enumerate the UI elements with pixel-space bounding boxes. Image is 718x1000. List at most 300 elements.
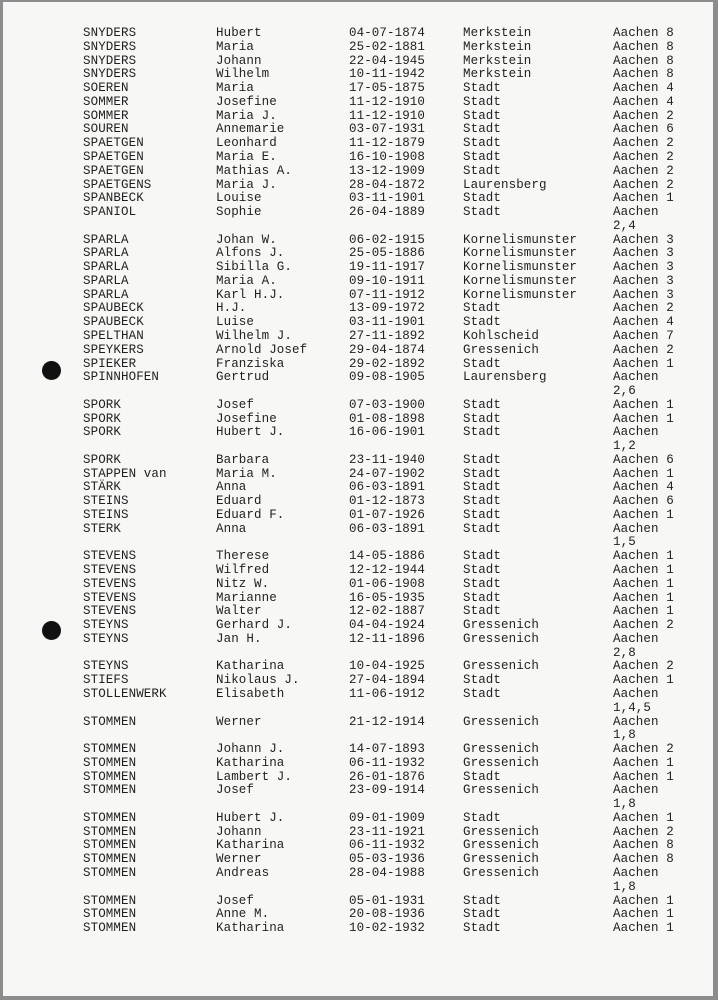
given-name-cell: Sophie bbox=[216, 205, 262, 219]
record-row bbox=[3, 631, 713, 660]
given-name-cell: Gertrud bbox=[216, 370, 270, 385]
place-cell: Gressenich bbox=[463, 742, 540, 756]
reference-cell: Aachen 6 bbox=[613, 494, 674, 509]
place-cell: Kornelismunster bbox=[463, 260, 578, 275]
birth-date-cell: 14-07-1893 bbox=[349, 742, 426, 756]
given-name-cell: Katharina bbox=[216, 755, 285, 770]
given-name-cell: Maria J. bbox=[216, 108, 277, 123]
record-row bbox=[3, 95, 713, 109]
place-cell: Kohlscheid bbox=[463, 328, 540, 343]
record-row bbox=[3, 563, 713, 577]
reference-cell: Aachen bbox=[613, 205, 659, 219]
birth-date-cell: 25-05-1886 bbox=[349, 246, 426, 261]
birth-date-cell: 12-02-1887 bbox=[349, 604, 426, 619]
record-row bbox=[3, 480, 713, 494]
birth-date-cell: 26-01-1876 bbox=[349, 769, 426, 784]
birth-date-cell: 16-06-1901 bbox=[349, 425, 426, 440]
birth-date-cell: 24-07-1902 bbox=[349, 466, 426, 481]
reference-cell: Aachen 4 bbox=[613, 81, 674, 96]
given-name-cell: Nitz W. bbox=[216, 576, 270, 591]
place-cell: Stadt bbox=[463, 769, 502, 784]
place-cell: Stadt bbox=[463, 494, 502, 509]
place-cell: Merkstein bbox=[463, 26, 532, 40]
reference-cell: Aachen 1 bbox=[613, 590, 674, 605]
surname-cell: SNYDERS bbox=[83, 26, 137, 40]
place-cell: Stadt bbox=[463, 315, 502, 330]
given-name-cell: H.J. bbox=[216, 301, 247, 316]
surname-cell: STERK bbox=[83, 521, 122, 536]
reference-cell: Aachen 2 bbox=[613, 163, 674, 178]
place-cell: Laurensberg bbox=[463, 177, 547, 192]
reference-continuation-cell: 2,4 bbox=[613, 218, 636, 233]
reference-cell: Aachen bbox=[613, 714, 659, 729]
reference-cell: Aachen 1 bbox=[613, 549, 674, 564]
surname-cell: STOMMEN bbox=[83, 921, 137, 935]
record-row bbox=[3, 288, 713, 302]
surname-cell: STOMMEN bbox=[83, 907, 137, 922]
record-row bbox=[3, 329, 713, 343]
surname-cell: SPEYKERS bbox=[83, 342, 144, 357]
place-cell: Stadt bbox=[463, 425, 502, 440]
place-cell: Stadt bbox=[463, 907, 502, 922]
place-cell: Stadt bbox=[463, 604, 502, 619]
birth-date-cell: 05-03-1936 bbox=[349, 852, 426, 867]
surname-cell: STEYNS bbox=[83, 631, 129, 646]
given-name-cell: Marianne bbox=[216, 590, 277, 605]
reference-cell: Aachen 1 bbox=[613, 921, 674, 935]
place-cell: Merkstein bbox=[463, 39, 532, 54]
place-cell: Stadt bbox=[463, 136, 502, 151]
given-name-cell: Maria bbox=[216, 81, 255, 96]
reference-cell: Aachen 2 bbox=[613, 108, 674, 123]
surname-cell: SPARLA bbox=[83, 232, 129, 247]
birth-date-cell: 09-08-1905 bbox=[349, 370, 426, 385]
birth-date-cell: 03-11-1901 bbox=[349, 191, 426, 206]
surname-cell: SPAETGEN bbox=[83, 136, 144, 151]
reference-cell: Aachen 4 bbox=[613, 94, 674, 109]
reference-cell: Aachen bbox=[613, 370, 659, 385]
reference-continuation-cell: 1,4,5 bbox=[613, 700, 652, 715]
reference-cell: Aachen 2 bbox=[613, 136, 674, 151]
surname-cell: STEVENS bbox=[83, 549, 137, 564]
reference-cell: Aachen 2 bbox=[613, 659, 674, 674]
record-row bbox=[3, 825, 713, 839]
place-cell: Kornelismunster bbox=[463, 273, 578, 288]
given-name-cell: Jan H. bbox=[216, 631, 262, 646]
surname-cell: STOMMEN bbox=[83, 783, 137, 798]
place-cell: Stadt bbox=[463, 452, 502, 467]
given-name-cell: Alfons J. bbox=[216, 246, 285, 261]
surname-cell: STOMMEN bbox=[83, 852, 137, 867]
reference-cell: Aachen 8 bbox=[613, 852, 674, 867]
record-row bbox=[3, 178, 713, 192]
record-row bbox=[3, 191, 713, 205]
reference-cell: Aachen 1 bbox=[613, 356, 674, 371]
record-row bbox=[3, 549, 713, 563]
surname-cell: SPORK bbox=[83, 425, 122, 440]
reference-cell: Aachen 4 bbox=[613, 480, 674, 495]
birth-date-cell: 06-11-1932 bbox=[349, 755, 426, 770]
place-cell: Stadt bbox=[463, 673, 502, 688]
place-cell: Stadt bbox=[463, 205, 502, 219]
reference-cell: Aachen 7 bbox=[613, 328, 674, 343]
record-row bbox=[3, 783, 713, 812]
birth-date-cell: 17-05-1875 bbox=[349, 81, 426, 96]
place-cell: Stadt bbox=[463, 549, 502, 564]
place-cell: Gressenich bbox=[463, 866, 540, 880]
place-cell: Stadt bbox=[463, 810, 502, 825]
record-row bbox=[3, 866, 713, 894]
surname-cell: STEVENS bbox=[83, 604, 137, 619]
surname-cell: SPINNHOFEN bbox=[83, 370, 160, 385]
given-name-cell: Gerhard J. bbox=[216, 618, 293, 633]
place-cell: Stadt bbox=[463, 122, 502, 137]
given-name-cell: Karl H.J. bbox=[216, 287, 285, 302]
birth-date-cell: 19-11-1917 bbox=[349, 260, 426, 275]
record-row bbox=[3, 591, 713, 605]
surname-cell: STEYNS bbox=[83, 659, 129, 674]
surname-cell: STEINS bbox=[83, 494, 129, 509]
place-cell: Kornelismunster bbox=[463, 232, 578, 247]
place-cell: Stadt bbox=[463, 563, 502, 577]
reference-continuation-cell: 1,8 bbox=[613, 797, 636, 812]
place-cell: Stadt bbox=[463, 356, 502, 371]
record-row bbox=[3, 274, 713, 288]
birth-date-cell: 10-04-1925 bbox=[349, 659, 426, 674]
surname-cell: SOMMER bbox=[83, 108, 129, 123]
record-row bbox=[3, 577, 713, 591]
given-name-cell: Arnold Josef bbox=[216, 342, 308, 357]
reference-cell: Aachen 6 bbox=[613, 452, 674, 467]
surname-cell: STIEFS bbox=[83, 673, 129, 688]
birth-date-cell: 13-09-1972 bbox=[349, 301, 426, 316]
birth-date-cell: 01-08-1898 bbox=[349, 411, 426, 426]
record-row bbox=[3, 370, 713, 399]
record-row bbox=[3, 673, 713, 687]
record-row bbox=[3, 453, 713, 467]
given-name-cell: Johann bbox=[216, 53, 262, 68]
birth-date-cell: 22-04-1945 bbox=[349, 53, 426, 68]
given-name-cell: Josefine bbox=[216, 411, 277, 426]
given-name-cell: Sibilla G. bbox=[216, 260, 293, 275]
record-row bbox=[3, 714, 713, 743]
reference-cell: Aachen bbox=[613, 631, 659, 646]
record-row bbox=[3, 136, 713, 150]
record-row bbox=[3, 521, 713, 550]
reference-continuation-cell: 2,6 bbox=[613, 384, 636, 399]
given-name-cell: Johan W. bbox=[216, 232, 277, 247]
given-name-cell: Elisabeth bbox=[216, 687, 285, 701]
reference-cell: Aachen 4 bbox=[613, 315, 674, 330]
given-name-cell: Louise bbox=[216, 191, 262, 206]
reference-cell: Aachen 2 bbox=[613, 824, 674, 839]
surname-cell: STOMMEN bbox=[83, 714, 137, 729]
record-row bbox=[3, 894, 713, 908]
record-row bbox=[3, 150, 713, 164]
surname-cell: STEVENS bbox=[83, 590, 137, 605]
birth-date-cell: 11-12-1910 bbox=[349, 94, 426, 109]
record-row bbox=[3, 246, 713, 260]
reference-cell: Aachen bbox=[613, 687, 659, 701]
place-cell: Stadt bbox=[463, 81, 502, 96]
place-cell: Stadt bbox=[463, 149, 502, 164]
given-name-cell: Maria bbox=[216, 39, 255, 54]
record-row bbox=[3, 343, 713, 357]
given-name-cell: Josef bbox=[216, 893, 255, 908]
reference-cell: Aachen 1 bbox=[613, 397, 674, 412]
birth-date-cell: 01-07-1926 bbox=[349, 507, 426, 522]
birth-date-cell: 07-03-1900 bbox=[349, 397, 426, 412]
place-cell: Stadt bbox=[463, 590, 502, 605]
record-row bbox=[3, 54, 713, 68]
reference-cell: Aachen 1 bbox=[613, 755, 674, 770]
place-cell: Stadt bbox=[463, 163, 502, 178]
given-name-cell: Barbara bbox=[216, 452, 270, 467]
record-row bbox=[3, 315, 713, 329]
surname-cell: STEVENS bbox=[83, 576, 137, 591]
surname-cell: STAPPEN van bbox=[83, 466, 167, 481]
record-row bbox=[3, 67, 713, 81]
surname-cell: SPAUBECK bbox=[83, 315, 144, 330]
place-cell: Stadt bbox=[463, 507, 502, 522]
given-name-cell: Werner bbox=[216, 714, 262, 729]
reference-cell: Aachen 1 bbox=[613, 673, 674, 688]
given-name-cell: Maria J. bbox=[216, 177, 277, 192]
given-name-cell: Mathias A. bbox=[216, 163, 293, 178]
reference-cell: Aachen 2 bbox=[613, 149, 674, 164]
record-row bbox=[3, 301, 713, 315]
record-row bbox=[3, 659, 713, 673]
birth-date-cell: 04-04-1924 bbox=[349, 618, 426, 633]
reference-cell: Aachen 8 bbox=[613, 53, 674, 68]
record-row bbox=[3, 467, 713, 481]
given-name-cell: Werner bbox=[216, 852, 262, 867]
record-row bbox=[3, 921, 713, 935]
record-row bbox=[3, 398, 713, 412]
place-cell: Stadt bbox=[463, 466, 502, 481]
given-name-cell: Katharina bbox=[216, 921, 285, 935]
surname-cell: STOMMEN bbox=[83, 810, 137, 825]
birth-date-cell: 01-12-1873 bbox=[349, 494, 426, 509]
given-name-cell: Andreas bbox=[216, 866, 270, 880]
birth-date-cell: 11-12-1910 bbox=[349, 108, 426, 123]
birth-date-cell: 20-08-1936 bbox=[349, 907, 426, 922]
record-row bbox=[3, 811, 713, 825]
birth-date-cell: 06-03-1891 bbox=[349, 521, 426, 536]
reference-continuation-cell: 2,8 bbox=[613, 645, 636, 660]
reference-cell: Aachen 6 bbox=[613, 122, 674, 137]
surname-cell: STOMMEN bbox=[83, 893, 137, 908]
given-name-cell: Josef bbox=[216, 397, 255, 412]
reference-cell: Aachen 3 bbox=[613, 260, 674, 275]
surname-cell: SPORK bbox=[83, 411, 122, 426]
surname-cell: STEVENS bbox=[83, 563, 137, 577]
given-name-cell: Josef bbox=[216, 783, 255, 798]
birth-date-cell: 01-06-1908 bbox=[349, 576, 426, 591]
reference-cell: Aachen 2 bbox=[613, 742, 674, 756]
birth-date-cell: 28-04-1988 bbox=[349, 866, 426, 880]
birth-date-cell: 16-05-1935 bbox=[349, 590, 426, 605]
reference-cell: Aachen 8 bbox=[613, 838, 674, 853]
birth-date-cell: 12-12-1944 bbox=[349, 563, 426, 577]
record-row bbox=[3, 412, 713, 426]
surname-cell: SPARLA bbox=[83, 273, 129, 288]
birth-date-cell: 23-09-1914 bbox=[349, 783, 426, 798]
surname-cell: SNYDERS bbox=[83, 39, 137, 54]
surname-cell: SPARLA bbox=[83, 260, 129, 275]
surname-cell: SPARLA bbox=[83, 246, 129, 261]
surname-cell: SOEREN bbox=[83, 81, 129, 96]
given-name-cell: Johann bbox=[216, 824, 262, 839]
place-cell: Gressenich bbox=[463, 838, 540, 853]
reference-continuation-cell: 1,5 bbox=[613, 535, 636, 550]
reference-cell: Aachen 1 bbox=[613, 507, 674, 522]
surname-cell: STOMMEN bbox=[83, 838, 137, 853]
place-cell: Stadt bbox=[463, 687, 502, 701]
surname-cell: SPARLA bbox=[83, 287, 129, 302]
given-name-cell: Anna bbox=[216, 521, 247, 536]
surname-cell: SPORK bbox=[83, 452, 122, 467]
given-name-cell: Eduard F. bbox=[216, 507, 285, 522]
given-name-cell: Hubert J. bbox=[216, 425, 285, 440]
reference-cell: Aachen 8 bbox=[613, 26, 674, 40]
birth-date-cell: 29-04-1874 bbox=[349, 342, 426, 357]
birth-date-cell: 27-11-1892 bbox=[349, 328, 426, 343]
surname-cell: SPORK bbox=[83, 397, 122, 412]
record-row bbox=[3, 508, 713, 522]
record-row bbox=[3, 260, 713, 274]
birth-date-cell: 11-06-1912 bbox=[349, 687, 426, 701]
reference-cell: Aachen bbox=[613, 521, 659, 536]
place-cell: Gressenich bbox=[463, 714, 540, 729]
surname-cell: STOMMEN bbox=[83, 866, 137, 880]
reference-cell: Aachen bbox=[613, 783, 659, 798]
birth-date-cell: 16-10-1908 bbox=[349, 149, 426, 164]
place-cell: Stadt bbox=[463, 411, 502, 426]
given-name-cell: Anna bbox=[216, 480, 247, 495]
given-name-cell: Annemarie bbox=[216, 122, 285, 137]
record-row bbox=[3, 26, 713, 40]
given-name-cell: Nikolaus J. bbox=[216, 673, 300, 688]
surname-cell: STÄRK bbox=[83, 480, 122, 495]
reference-cell: Aachen 2 bbox=[613, 301, 674, 316]
given-name-cell: Eduard bbox=[216, 494, 262, 509]
reference-cell: Aachen bbox=[613, 866, 659, 880]
record-row bbox=[3, 756, 713, 770]
birth-date-cell: 29-02-1892 bbox=[349, 356, 426, 371]
birth-date-cell: 23-11-1921 bbox=[349, 824, 426, 839]
record-row bbox=[3, 233, 713, 247]
birth-date-cell: 13-12-1909 bbox=[349, 163, 426, 178]
surname-cell: STOMMEN bbox=[83, 824, 137, 839]
birth-date-cell: 23-11-1940 bbox=[349, 452, 426, 467]
reference-cell: Aachen 8 bbox=[613, 39, 674, 54]
place-cell: Gressenich bbox=[463, 852, 540, 867]
record-row bbox=[3, 742, 713, 756]
reference-cell: Aachen 1 bbox=[613, 893, 674, 908]
record-row bbox=[3, 164, 713, 178]
place-cell: Stadt bbox=[463, 576, 502, 591]
given-name-cell: Maria A. bbox=[216, 273, 277, 288]
record-row bbox=[3, 907, 713, 921]
place-cell: Stadt bbox=[463, 94, 502, 109]
record-row bbox=[3, 494, 713, 508]
place-cell: Kornelismunster bbox=[463, 287, 578, 302]
place-cell: Gressenich bbox=[463, 783, 540, 798]
reference-cell: Aachen 1 bbox=[613, 810, 674, 825]
reference-continuation-cell: 1,8 bbox=[613, 728, 636, 743]
reference-cell: Aachen 3 bbox=[613, 273, 674, 288]
birth-date-cell: 14-05-1886 bbox=[349, 549, 426, 564]
birth-date-cell: 11-12-1879 bbox=[349, 136, 426, 151]
record-row bbox=[3, 838, 713, 852]
record-row bbox=[3, 425, 713, 454]
surname-cell: STOMMEN bbox=[83, 755, 137, 770]
surname-cell: SPANIOL bbox=[83, 205, 137, 219]
given-name-cell: Luise bbox=[216, 315, 255, 330]
reference-cell: Aachen 1 bbox=[613, 563, 674, 577]
surname-cell: STOMMEN bbox=[83, 769, 137, 784]
birth-date-cell: 09-10-1911 bbox=[349, 273, 426, 288]
given-name-cell: Johann J. bbox=[216, 742, 285, 756]
surname-cell: SPAUBECK bbox=[83, 301, 144, 316]
given-name-cell: Lambert J. bbox=[216, 769, 293, 784]
place-cell: Merkstein bbox=[463, 67, 532, 82]
reference-cell: Aachen 3 bbox=[613, 246, 674, 261]
reference-cell: Aachen 1 bbox=[613, 604, 674, 619]
given-name-cell: Maria M. bbox=[216, 466, 277, 481]
record-row bbox=[3, 618, 713, 632]
birth-date-cell: 27-04-1894 bbox=[349, 673, 426, 688]
record-row bbox=[3, 770, 713, 784]
surname-cell: SPAETGENS bbox=[83, 177, 152, 192]
record-row bbox=[3, 205, 713, 233]
birth-date-cell: 04-07-1874 bbox=[349, 26, 426, 40]
given-name-cell: Wilhelm bbox=[216, 67, 270, 82]
record-row bbox=[3, 40, 713, 54]
surname-cell: SNYDERS bbox=[83, 67, 137, 82]
given-name-cell: Franziska bbox=[216, 356, 285, 371]
reference-cell: Aachen 1 bbox=[613, 411, 674, 426]
place-cell: Gressenich bbox=[463, 342, 540, 357]
record-row bbox=[3, 357, 713, 371]
place-cell: Gressenich bbox=[463, 755, 540, 770]
place-cell: Kornelismunster bbox=[463, 246, 578, 261]
given-name-cell: Hubert bbox=[216, 26, 262, 40]
place-cell: Gressenich bbox=[463, 631, 540, 646]
place-cell: Gressenich bbox=[463, 824, 540, 839]
record-row bbox=[3, 81, 713, 95]
birth-date-cell: 05-01-1931 bbox=[349, 893, 426, 908]
birth-date-cell: 21-12-1914 bbox=[349, 714, 426, 729]
birth-date-cell: 03-11-1901 bbox=[349, 315, 426, 330]
reference-continuation-cell: 1,2 bbox=[613, 439, 636, 454]
birth-date-cell: 09-01-1909 bbox=[349, 810, 426, 825]
given-name-cell: Josefine bbox=[216, 94, 277, 109]
surname-cell: STOMMEN bbox=[83, 742, 137, 756]
place-cell: Gressenich bbox=[463, 659, 540, 674]
surname-cell: STEINS bbox=[83, 507, 129, 522]
given-name-cell: Leonhard bbox=[216, 136, 277, 151]
given-name-cell: Katharina bbox=[216, 659, 285, 674]
reference-cell: Aachen 1 bbox=[613, 907, 674, 922]
record-row bbox=[3, 852, 713, 866]
birth-date-cell: 06-03-1891 bbox=[349, 480, 426, 495]
place-cell: Laurensberg bbox=[463, 370, 547, 385]
given-name-cell: Walter bbox=[216, 604, 262, 619]
birth-date-cell: 28-04-1872 bbox=[349, 177, 426, 192]
birth-date-cell: 10-02-1932 bbox=[349, 921, 426, 935]
